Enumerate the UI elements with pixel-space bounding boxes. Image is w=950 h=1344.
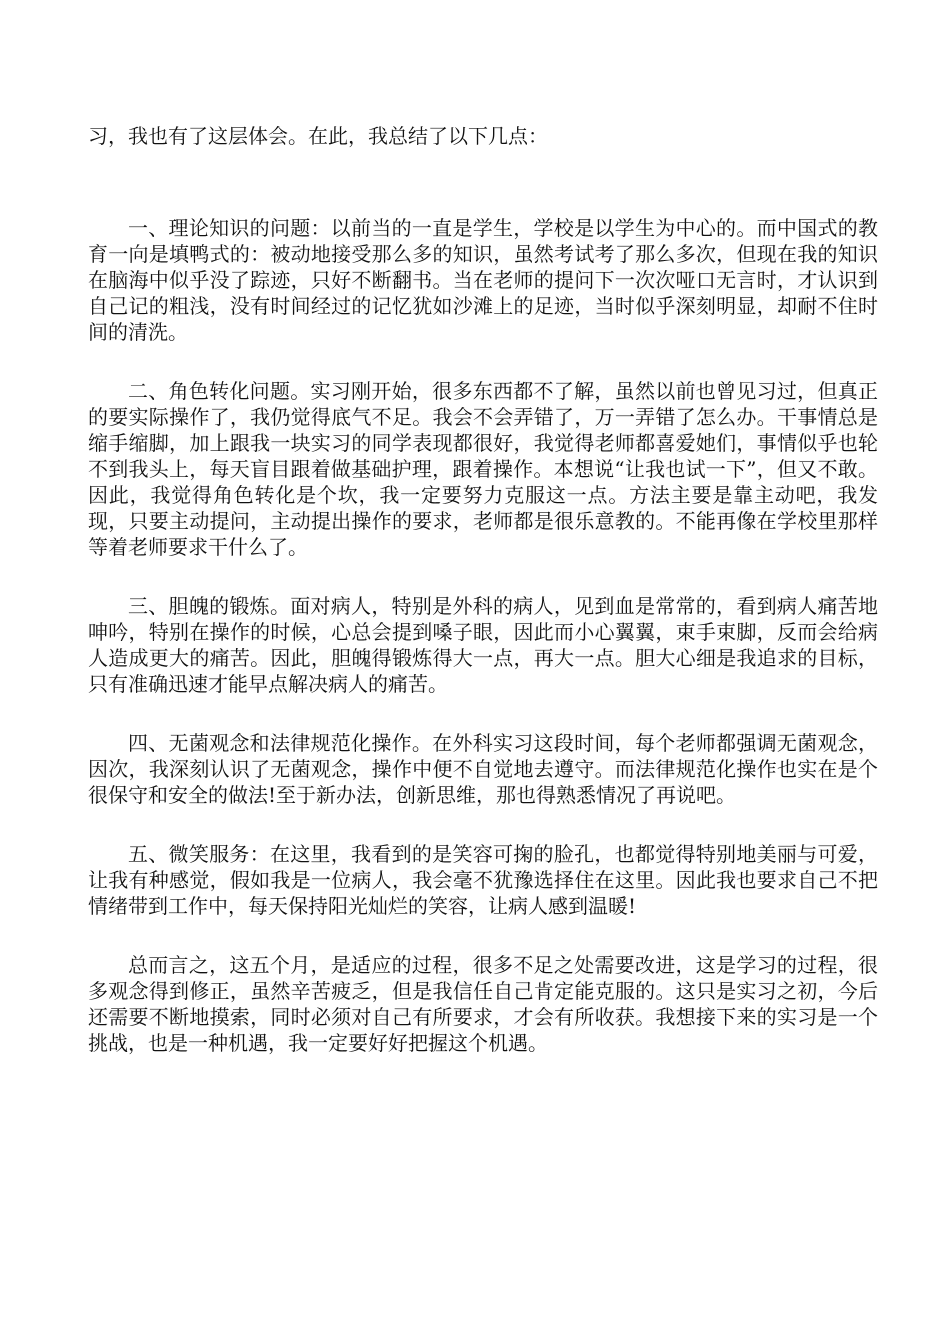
paragraph-intro: 习，我也有了这层体会。在此，我总结了以下几点： (88, 124, 548, 148)
paragraph-smile-service: 五、微笑服务：在这里，我看到的是笑容可掬的脸孔，也都觉得特别地美丽与可爱，让我有种感觉，假如我是一位病人，我会毫不犹豫选择住在这里。因此我也要求自己不把情绪带到工作中，每天保持阳光灿烂的笑容，让病人感到温暖! (88, 842, 878, 918)
paragraph-aseptic-concept: 四、无菌观念和法律规范化操作。在外科实习这段时间，每个老师都强调无菌观念，因次，我深刻认识了无菌观念，操作中便不自觉地去遵守。而法律规范化操作也实在是个很保守和安全的做法!至于新办法，创新思维，那也得熟悉情况了再说吧。 (88, 731, 878, 807)
document-body (88, 123, 878, 1089)
paragraph-courage-training: 三、胆魄的锻炼。面对病人，特别是外科的病人，见到血是常常的，看到病人痛苦地呻吟，特别在操作的时候，心总会提到嗓子眼，因此而小心翼翼，束手束脚，反而会给病人造成更大的痛苦。因此，胆魄得锻炼得大一点，再大一点。胆大心细是我追求的目标，只有准确迅速才能早点解决病人的痛苦。 (88, 594, 878, 696)
paragraph-theory-knowledge: 一、理论知识的问题：以前当的一直是学生，学校是以学生为中心的。而中国式的教育一向是填鸭式的：被动地接受那么多的知识，虽然考试考了那么多次，但现在我的知识在脑海中似乎没了踪迹，只好不断翻书。当在老师的提问下一次次哑口无言时，才认识到自己记的粗浅，没有时间经过的记忆犹如沙滩上的足迹，当时似乎深刻明显，却耐不住时间的清洗。 (88, 216, 878, 344)
paragraph-role-transition: 二、角色转化问题。实习刚开始，很多东西都不了解，虽然以前也曾见习过，但真正的要实际操作了，我仍觉得底气不足。我会不会弄错了，万一弄错了怎么办。干事情总是缩手缩脚，加上跟我一块实习的同学表现都很好，我觉得老师都喜爱她们，事情似乎也轮不到我头上，每天盲目跟着做基础护理，跟着操作。本想说“让我也试一下”，但又不敢。因此，我觉得角色转化是个坎，我一定要努力克服这一点。方法主要是靠主动吧，我发现，只要主动提问，主动提出操作的要求，老师都是很乐意教的。不能再像在学校里那样等着老师要求干什么了。 (88, 379, 878, 559)
paragraph-conclusion: 总而言之，这五个月，是适应的过程，很多不足之处需要改进，这是学习的过程，很多观念得到修正，虽然辛苦疲乏，但是我信任自己肯定能克服的。这只是实习之初，今后还需要不断地摸索，同时必须对自己有所要求，才会有所收获。我想接下来的实习是一个挑战，也是一种机遇，我一定要好好把握这个机遇。 (88, 953, 878, 1055)
